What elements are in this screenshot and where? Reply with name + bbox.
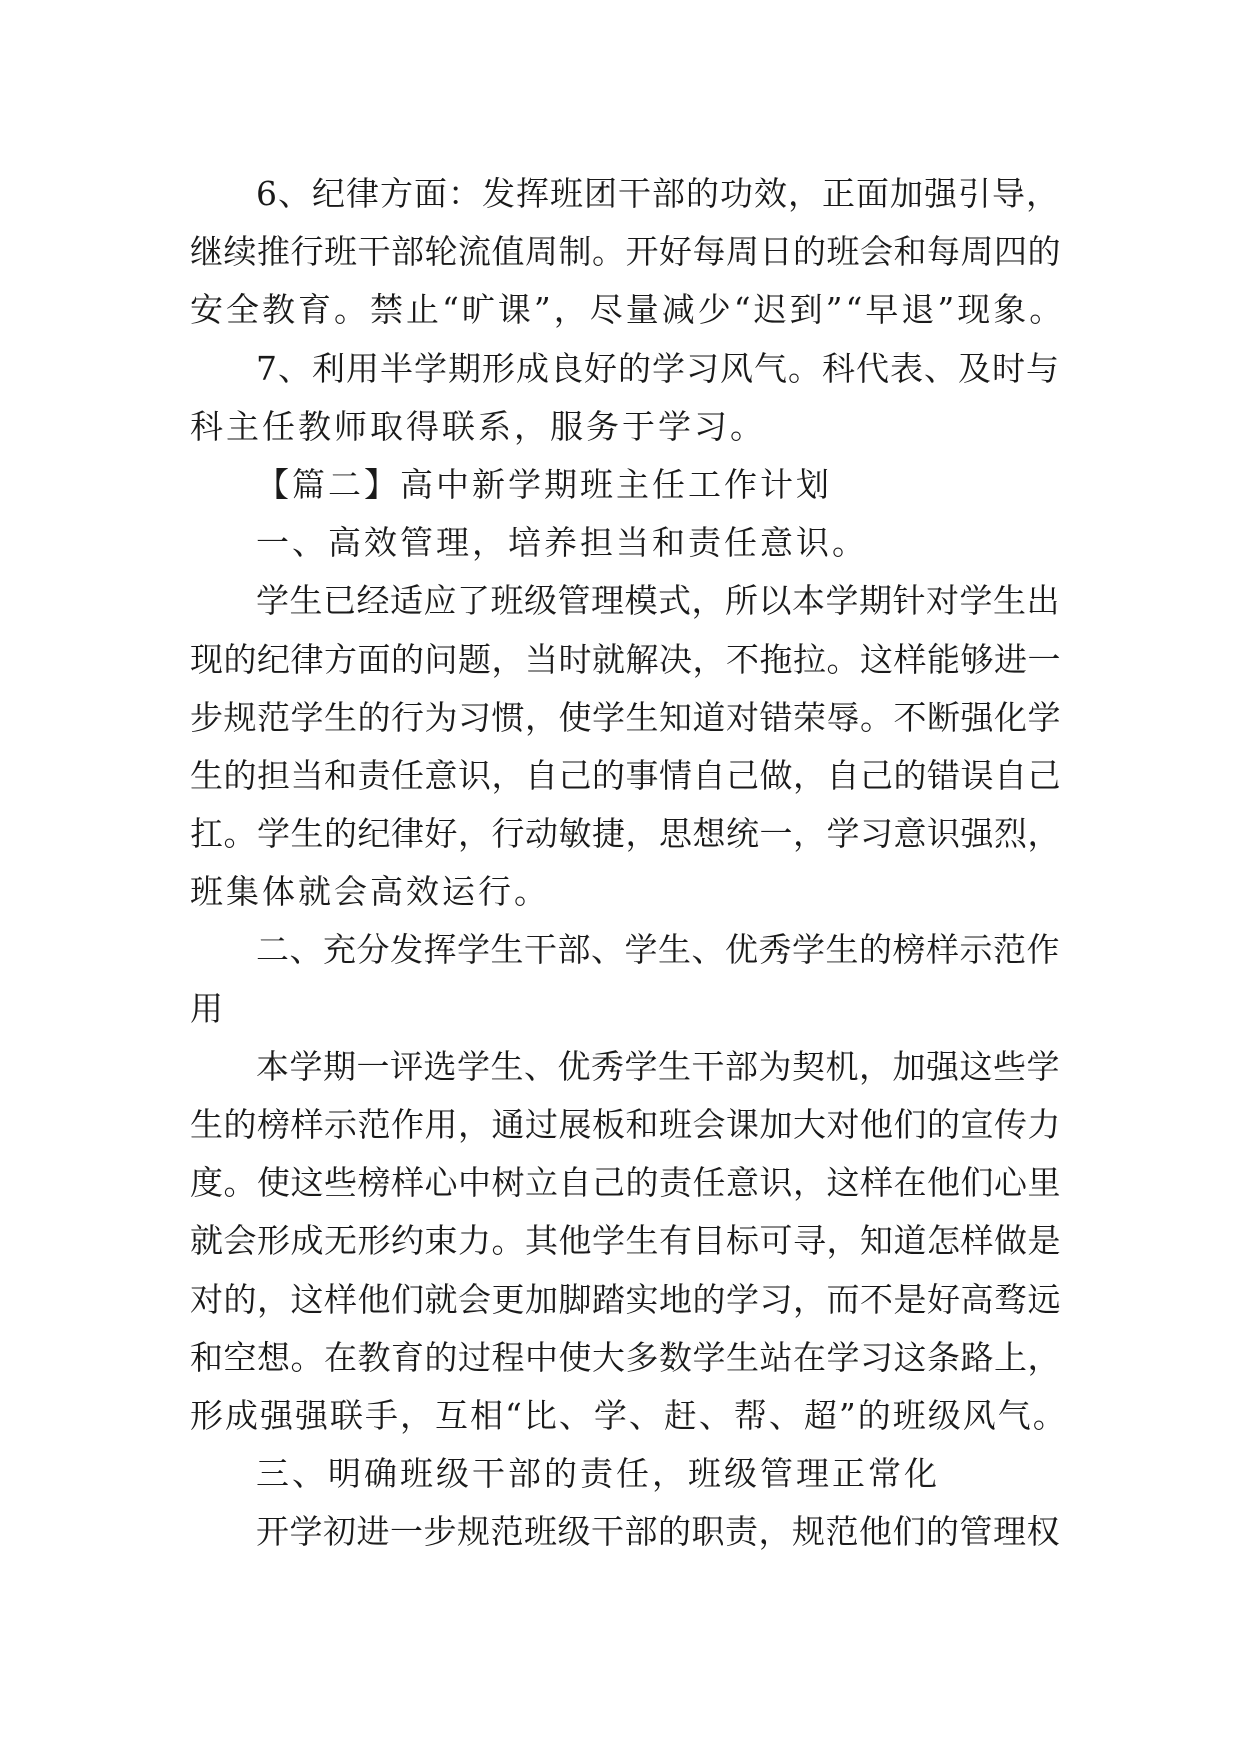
text-line: 6、纪律方面：发挥班团干部的功效，正面加强引导， (256, 174, 1060, 213)
text-line: 班集体就会高效运行。 (190, 872, 550, 912)
text-line: 和空想。在教育的过程中使大多数学生站在学习这条路上， (190, 1337, 1061, 1377)
text-line: 生的担当和责任意识，自己的事情自己做，自己的错误自己 (190, 755, 1061, 795)
subheading: 一、高效管理，培养担当和责任意识。 (256, 523, 868, 563)
text-line: 7、利用半学期形成良好的学习风气。科代表、及时与 (256, 348, 1060, 388)
section-heading: 【篇二】高中新学期班主任工作计划 (256, 464, 832, 504)
subheading: 三、明确班级干部的责任，班级管理正常化 (256, 1454, 940, 1494)
body-text (190, 165, 1070, 1562)
text-line: 对的，这样他们就会更加脚踏实地的学习，而不是好高骛远 (190, 1279, 1061, 1319)
text-line: 步规范学生的行为习惯，使学生知道对错荣辱。不断强化学 (190, 697, 1061, 737)
text-line: 开学初进一步规范班级干部的职责，规范他们的管理权 (256, 1512, 1060, 1552)
text-line: 科主任教师取得联系，服务于学习。 (190, 406, 766, 446)
text-line: 继续推行班干部轮流值周制。开好每周日的班会和每周四的 (190, 232, 1061, 272)
text-line: 度。使这些榜样心中树立自己的责任意识，这样在他们心里 (190, 1163, 1061, 1203)
text-line: 安全教育。禁止“旷课”，尽量减少“迟到”“早退”现象。 (190, 290, 1066, 330)
subheading: 二、充分发挥学生干部、学生、优秀学生的榜样示范作 (256, 930, 1060, 970)
text-line: 本学期一评选学生、优秀学生干部为契机，加强这些学 (256, 1046, 1060, 1086)
text-line: 就会形成无形约束力。其他学生有目标可寻，知道怎样做是 (190, 1221, 1061, 1261)
text-line: 扛。学生的纪律好，行动敏捷，思想统一，学习意识强烈， (190, 814, 1061, 854)
text-line: 学生已经适应了班级管理模式，所以本学期针对学生出 (256, 581, 1060, 621)
text-line: 现的纪律方面的问题，当时就解决，不拖拉。这样能够进一 (190, 639, 1061, 679)
text-line: 形成强强联手，互相“比、学、赶、帮、超”的班级风气。 (190, 1395, 1068, 1435)
text-line: 生的榜样示范作用，通过展板和班会课加大对他们的宣传力 (190, 1105, 1061, 1144)
subheading-continuation: 用 (190, 988, 226, 1028)
